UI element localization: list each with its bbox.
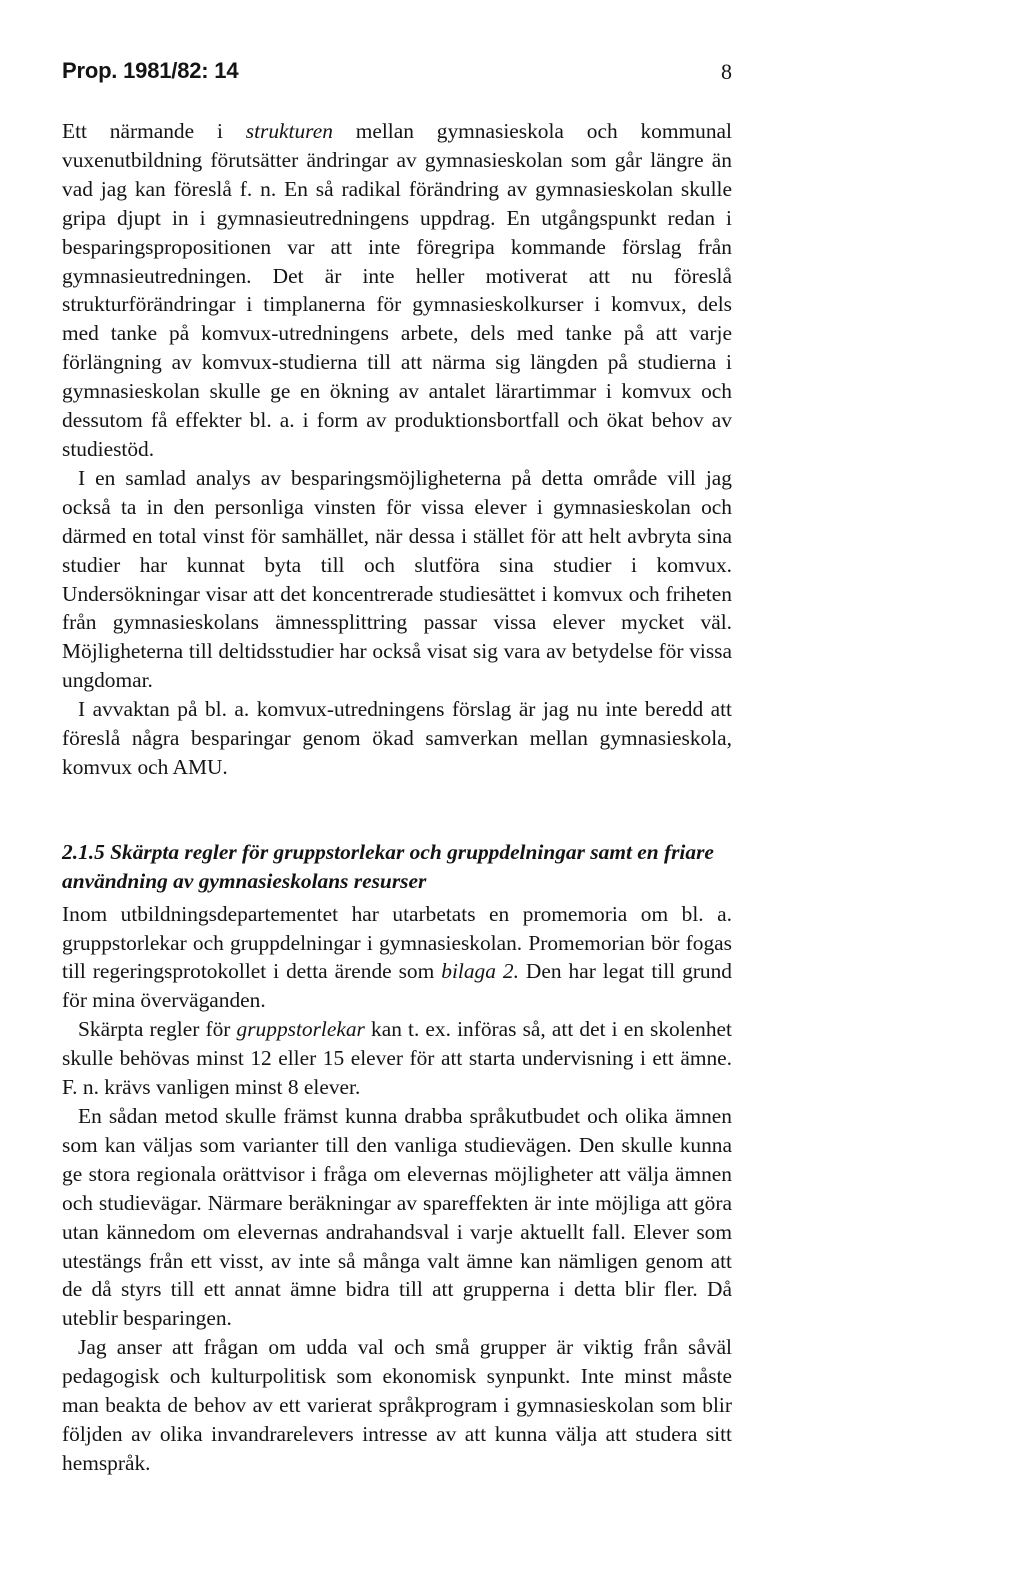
paragraph-1 (62, 117, 732, 464)
paragraph-7: Jag anser att frågan om udda val och små grupper är viktig från såväl pedagogisk och kulturpolitisk som ekonomisk synpunkt. Inte minst måste man beakta de behov av ett varierat språkprogram i gymnasieskolan som blir följden av olika invandrarelevers intresse av att kunna välja att studera sitt hemspråk. (62, 1335, 732, 1475)
paragraph-3: I avvaktan på bl. a. komvux-utredningens förslag är jag nu inte beredd att föreslå några besparingar genom ökad samverkan mellan gymnasieskola, komvux och AMU. (62, 697, 732, 779)
page-number: 8 (721, 59, 732, 84)
paragraph-2: I en samlad analys av besparingsmöjligheterna på detta område vill jag också ta in den personliga vinsten för vissa elever i gymnasieskolan och därmed en total vinst för samhället, när dessa i stället för att helt avbryta sina studier har kunnat byta till och slutföra sina studier i komvux. Undersökningar visar att det koncentrerade studiesättet i komvux och friheten från gymnasieskolans ämnessplittring passar vissa elever mycket väl. Möjligheterna till deltidsstudier har också visat sig vara av betydelse för vissa ungdomar. (62, 465, 732, 693)
paragraph-1-text-a: Ett närmande i (62, 119, 246, 143)
page-header (62, 58, 732, 90)
paragraph-5-emphasis: gruppstorlekar (236, 1017, 365, 1042)
paragraph-4-emphasis: bilaga 2. (441, 959, 519, 984)
paragraph-4-text-a: Inom utbildningsdepartementet har utarbetats en promemoria om bl. a. gruppstorlekar och gruppdelningar i gymnasieskolan. Promemorian bör fogas till regeringsprotokollet i detta ärende som (62, 901, 732, 984)
document-reference: Prop. 1981/82: 14 (62, 58, 239, 83)
paragraph-5-text-b: kan t. ex. införas så, att det i en skolenhet skulle behövas minst 12 eller 15 elever för att starta undervisning i ett ämne. F. n. krävs vanligen minst 8 elever. (62, 1017, 732, 1100)
paragraph-1-text-b: mellan gymnasieskola och kommunal vuxenutbildning förutsätter ändringar av gymnasieskolan som går längre än vad jag kan föreslå f. n. En så radikal förändring av gymnasieskolan skulle gripa djupt in i gymnasieutredningens uppdrag. En utgångspunkt redan i besparingspropositionen var att inte föregripa kommande förslag från gymnasieutredningen. Det är inte heller motiverat att nu föreslå strukturförändringar i timplanerna för gymnasieskolkurser i komvux, dels med tanke på komvux-utredningens arbete, dels med tanke på att varje förlängning av komvux-studierna till att närma sig längden på studierna i gymnasieskolan skulle ge en ökning av antalet lärartimmar i komvux och dessutom få effekter bl. a. i form av produktionsbortfall och ökat behov av studiestöd. (62, 119, 732, 461)
paragraph-5 (62, 1015, 732, 1102)
document-body (62, 117, 732, 1478)
paragraph-6: En sådan metod skulle främst kunna drabba språkutbudet och olika ämnen som kan väljas som varianter till den vanliga studievägen. Den skulle kunna ge stora regionala orättvisor i fråga om elevernas möjligheter att välja ämnen och studievägar. Närmare beräkningar av spareffekten är inte möjliga att göra utan kännedom om elevernas andrahandsval i varje aktuellt fall. Elever som utestängs från ett visst, av inte så många valt ämne kan nämligen genom att de då styrs till ett annat ämne bidra till att grupperna i detta blir fler. Då uteblir besparingen. (62, 1104, 732, 1331)
paragraph-5-text-a: Skärpta regler för (78, 1017, 237, 1042)
section-heading: 2.1.5 Skärpta regler för gruppstorlekar och gruppdelningar samt en friare användning av gymnasieskolans resurser (62, 839, 714, 893)
paragraph-4-text-b: Den har legat till grund för mina överväganden. (62, 959, 733, 1013)
paragraph-4 (62, 900, 732, 1016)
paragraph-1-emphasis: strukturen (245, 119, 333, 143)
